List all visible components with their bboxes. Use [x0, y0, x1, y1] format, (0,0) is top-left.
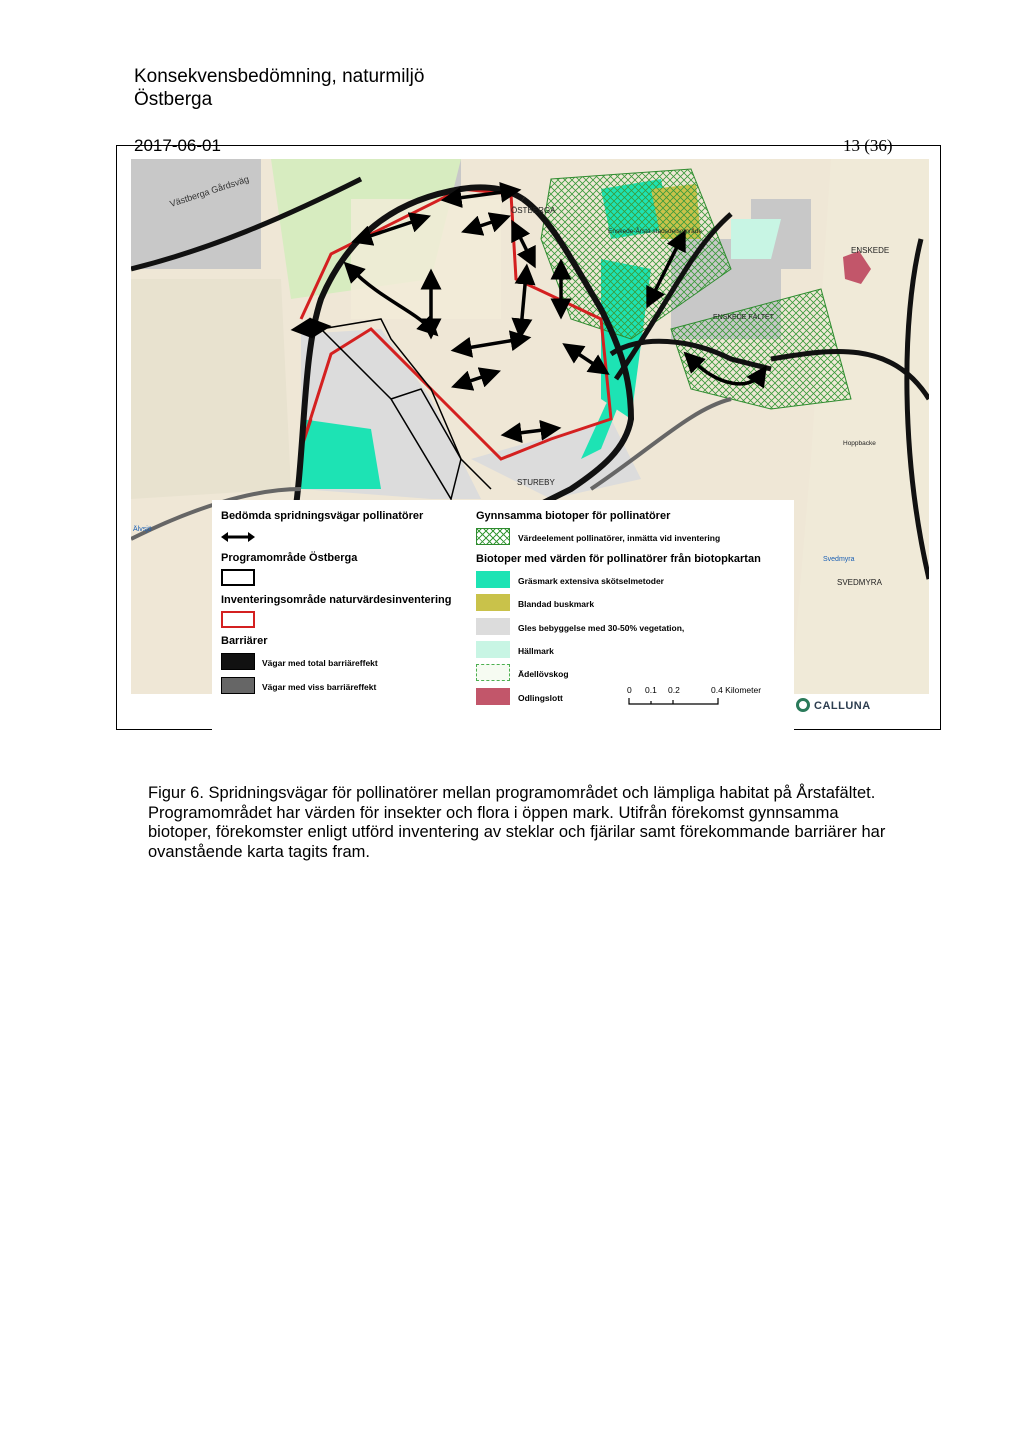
map-label: Svedmyra: [823, 556, 855, 563]
document-subtitle: Östberga: [134, 89, 213, 110]
document-title: Konsekvensbedömning, naturmiljö: [134, 66, 425, 87]
legend-shrub-swatch: [476, 594, 510, 611]
legend-rock-swatch: [476, 641, 510, 658]
legend-inventory-title: Inventeringsområde naturvärdesinventering: [221, 594, 452, 606]
legend-sparse-built-label: Gles bebyggelse med 30-50% vegetation,: [518, 623, 685, 633]
legend-favourable-title: Gynnsamma biotoper för pollinatörer: [476, 510, 671, 522]
page-number: 13 (36): [843, 136, 893, 155]
legend-allotment-label: Odlingslott: [518, 693, 563, 703]
legend-barrier-total-swatch: [221, 653, 255, 670]
legend-barriers-title: Barriärer: [221, 635, 268, 647]
scale-label-3: 0.4 Kilometer: [711, 685, 762, 695]
map-label: Enskede-Årsta stadsdelsområde: [608, 228, 702, 235]
legend-allotment-swatch: [476, 688, 510, 705]
legend-broadleaf-swatch: [476, 664, 510, 681]
map-label: ENSKEDE FÄLTET: [713, 314, 774, 321]
map-label: SVEDMYRA: [837, 578, 882, 587]
grassland-area: [301, 419, 381, 489]
legend-dispersal-title: Bedömda spridningsvägar pollinatörer: [221, 510, 424, 522]
figure-caption: Figur 6. Spridningsvägar för pollinatörer mellan programområdet och lämpliga habitat på Årstafältet. Programområdet har värden för insekter och flora i öppen mark. Utifrån förekomst gynnsamma biotoper, förekomster enligt utförd inventering av steklar och fjärilar samt förekommande barriärer har ovanstående karta tagits fram.: [148, 784, 886, 861]
scale-label-0: 0: [627, 685, 632, 695]
map-label: Västberga Gårdsväg: [168, 173, 251, 209]
legend-shrub-label: Blandad buskmark: [518, 599, 595, 609]
legend-program-swatch: [221, 569, 255, 586]
legend-barrier-partial-label: Vägar med viss barriäreffekt: [262, 682, 377, 692]
map-label: Älvsjö: [133, 526, 152, 533]
legend-grassland-label: Gräsmark extensiva skötselmetoder: [518, 576, 664, 586]
document-date: 2017-06-01: [134, 136, 221, 155]
legend-program-title: Programområde Östberga: [221, 552, 358, 564]
calluna-logo-mark: [796, 698, 810, 712]
legend-barrier-partial-swatch: [221, 677, 255, 694]
legend-sparse-built-swatch: [476, 618, 510, 635]
map-label: ÖSTBERGA: [511, 206, 556, 215]
legend-inventory-swatch: [221, 611, 255, 628]
scale-label-1: 0.1: [645, 685, 657, 695]
legend-value-element-label: Värdeelement pollinatörer, inmätta vid inventering: [518, 533, 721, 543]
scale-label-2: 0.2: [668, 685, 680, 695]
legend-grassland-swatch: [476, 571, 510, 588]
scale-bar: [628, 696, 720, 706]
map-label: STUREBY: [517, 478, 555, 487]
map-label: Hoppbacke: [843, 440, 876, 447]
legend-rock-label: Hällmark: [518, 646, 554, 656]
legend-broadleaf-label: Ädellövskog: [518, 669, 569, 679]
legend-value-element-swatch: [476, 528, 510, 545]
legend-biotope-title: Biotoper med värden för pollinatörer från biotopkartan: [476, 553, 761, 565]
legend-barrier-total-label: Vägar med total barriäreffekt: [262, 658, 378, 668]
calluna-logo: CALLUNA: [814, 700, 871, 712]
map-label: ENSKEDE: [851, 246, 890, 255]
legend-arrow-symbol: [221, 529, 255, 546]
map-legend: [212, 500, 794, 730]
